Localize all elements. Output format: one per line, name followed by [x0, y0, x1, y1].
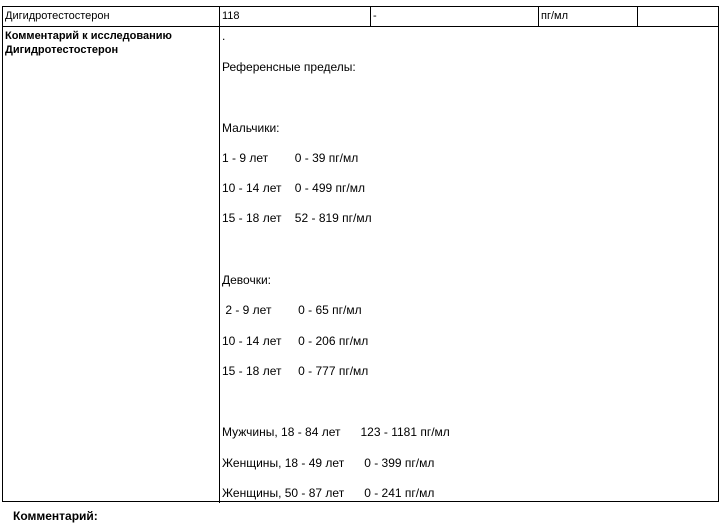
column-divider	[219, 27, 220, 503]
ref-group-girls: Девочки:	[222, 273, 271, 287]
test-value-cell: 118	[222, 10, 240, 22]
ref-line: Женщины, 18 - 49 лет 0 - 399 пг/мл	[222, 456, 435, 470]
ref-heading: Референсные пределы:	[222, 60, 356, 74]
test-name-cell: Дигидротестостерон	[5, 10, 110, 22]
unit-cell: пг/мл	[541, 10, 569, 22]
comment-label: Комментарий:	[13, 509, 98, 523]
extra-cell	[638, 7, 718, 26]
flag-cell: -	[373, 10, 377, 22]
ref-line: 1 - 9 лет 0 - 39 пг/мл	[222, 151, 359, 165]
comment-title: Комментарий к исследованию Дигидротестостерон	[5, 30, 172, 56]
ref-line: Женщины, 50 - 87 лет 0 - 241 пг/мл	[222, 486, 435, 500]
ref-line: 15 - 18 лет 52 - 819 пг/мл	[222, 211, 372, 225]
ref-line: Мужчины, 18 - 84 лет 123 - 1181 пг/мл	[222, 425, 450, 439]
results-table	[2, 6, 719, 502]
ref-group-boys: Мальчики:	[222, 121, 280, 135]
ref-line: 10 - 14 лет 0 - 499 пг/мл	[222, 181, 365, 195]
result-row	[3, 7, 718, 27]
ref-line: .	[222, 29, 226, 43]
ref-line: 15 - 18 лет 0 - 777 пг/мл	[222, 364, 369, 378]
ref-line: 2 - 9 лет 0 - 65 пг/мл	[222, 303, 362, 317]
ref-line: 10 - 14 лет 0 - 206 пг/мл	[222, 334, 369, 348]
comment-row	[3, 27, 718, 503]
